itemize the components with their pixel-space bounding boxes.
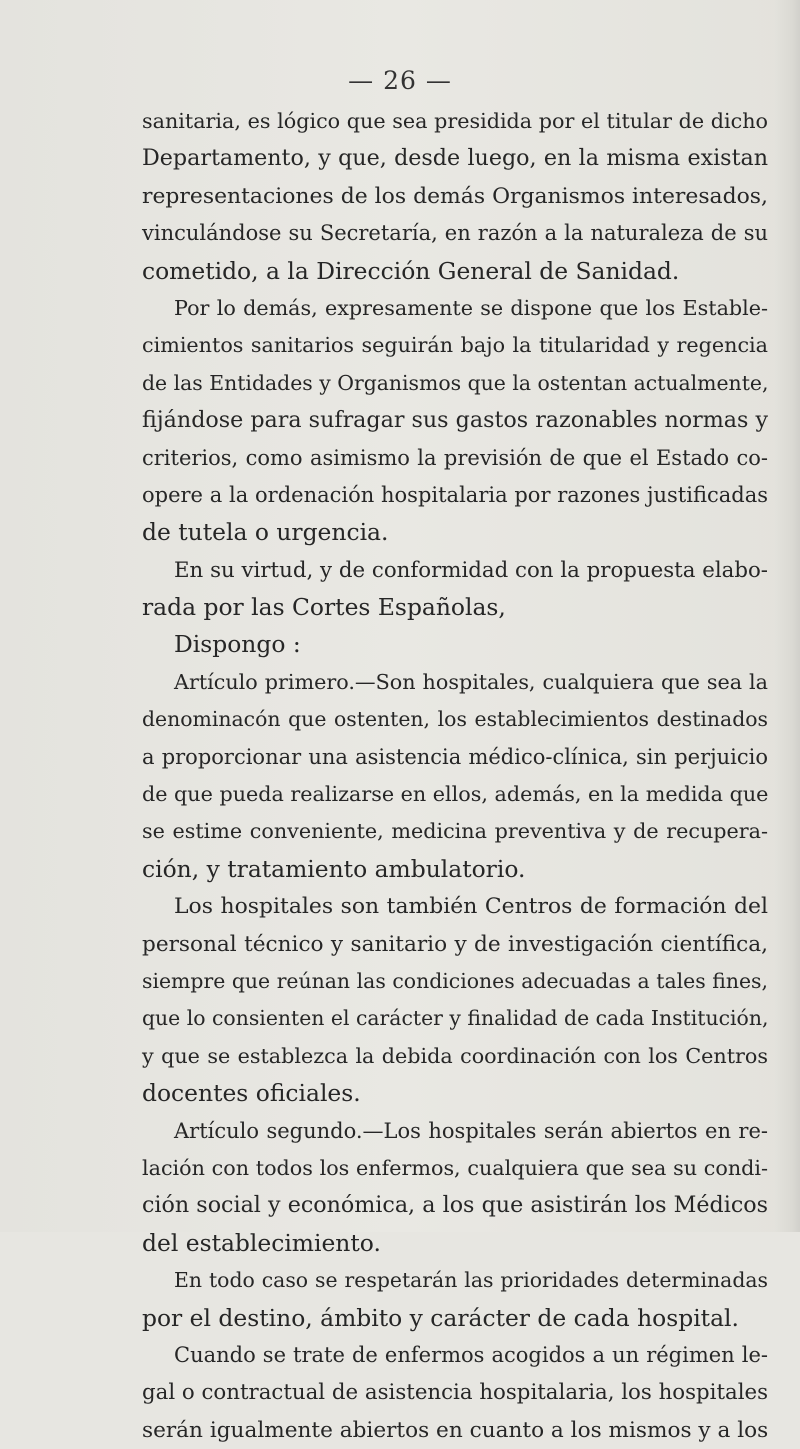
text-line: docentes oficiales.: [142, 1079, 361, 1108]
text-line: de que pueda realizarse en ellos, además, en la medida que: [142, 782, 769, 807]
text-line: En todo caso se respetarán las prioridades determinadas: [174, 1268, 768, 1293]
text-line: personal técnico y sanitario y de investigación científica,: [142, 931, 768, 957]
text-line: ción, y tratamiento ambulatorio.: [142, 854, 526, 883]
text-line: de tutela o urgencia.: [142, 518, 389, 547]
text-line: a proporcionar una asistencia médico-clínica, sin perjuicio: [142, 744, 768, 769]
page-edge-shadow: [774, 0, 800, 1232]
text-line: Dispongo :: [174, 630, 301, 659]
text-line: gal o contractual de asistencia hospitalaria, los hospitales: [142, 1380, 769, 1406]
text-line: denominacón que ostenten, los establecimientos destinados: [142, 707, 768, 732]
text-line: siempre que reúnan las condiciones adecuadas a tales fines,: [142, 968, 768, 993]
text-line: rada por las Cortes Españolas,: [142, 593, 506, 622]
text-line: y que se establezca la debida coordinación con los Centros: [142, 1043, 768, 1068]
text-line: ción social y económica, a los que asistirán los Médicos: [142, 1192, 768, 1219]
text-line: opere a la ordenación hospitalaria por razones justificadas: [142, 482, 768, 507]
text-line: representaciones de los demás Organismos interesados,: [142, 183, 768, 209]
text-line: cimientos sanitarios seguirán bajo la titularidad y regencia: [142, 333, 768, 358]
text-line: de las Entidades y Organismos que la ostentan actualmente,: [142, 370, 769, 395]
text-line: del establecimiento.: [142, 1228, 381, 1257]
text-line: Por lo demás, expresamente se dispone que los Estable-: [174, 295, 768, 320]
text-line: Departamento, y que, desde luego, en la misma existan: [142, 145, 768, 172]
text-line: fijándose para sufragar sus gastos razonables normas y: [142, 407, 768, 434]
text-line: Cuando se trate de enfermos acogidos a un régimen le-: [174, 1342, 768, 1367]
text-line: lación con todos los enfermos, cualquiera que sea su condi-: [142, 1155, 768, 1180]
text-line: En su virtud, y de conformidad con la propuesta elabo-: [174, 557, 768, 583]
text-line: por el destino, ámbito y carácter de cada hospital.: [142, 1303, 739, 1332]
text-line: Artículo primero.—Son hospitales, cualquiera que sea la: [174, 669, 768, 694]
text-line: sanitaria, es lógico que sea presidida por el titular de dicho: [142, 109, 768, 133]
text-line: que lo consienten el carácter y finalidad de cada Institución,: [142, 1006, 769, 1031]
text-line: se estime conveniente, medicina preventiva y de recupera-: [142, 819, 768, 844]
text-line: vinculándose su Secretaría, en razón a la naturaleza de su: [142, 221, 768, 246]
text-line: criterios, como asimismo la previsión de que el Estado co-: [142, 445, 768, 470]
text-line: cometido, a la Dirección General de Sanidad.: [142, 256, 680, 285]
text-line: Artículo segundo.—Los hospitales serán abiertos en re-: [174, 1118, 768, 1143]
text-line: Los hospitales son también Centros de formación del: [174, 894, 768, 920]
text-line: serán igualmente abiertos en cuanto a los mismos y a los: [142, 1417, 769, 1443]
page-number: — 26 —: [348, 66, 452, 95]
body-text: [142, 103, 768, 1449]
